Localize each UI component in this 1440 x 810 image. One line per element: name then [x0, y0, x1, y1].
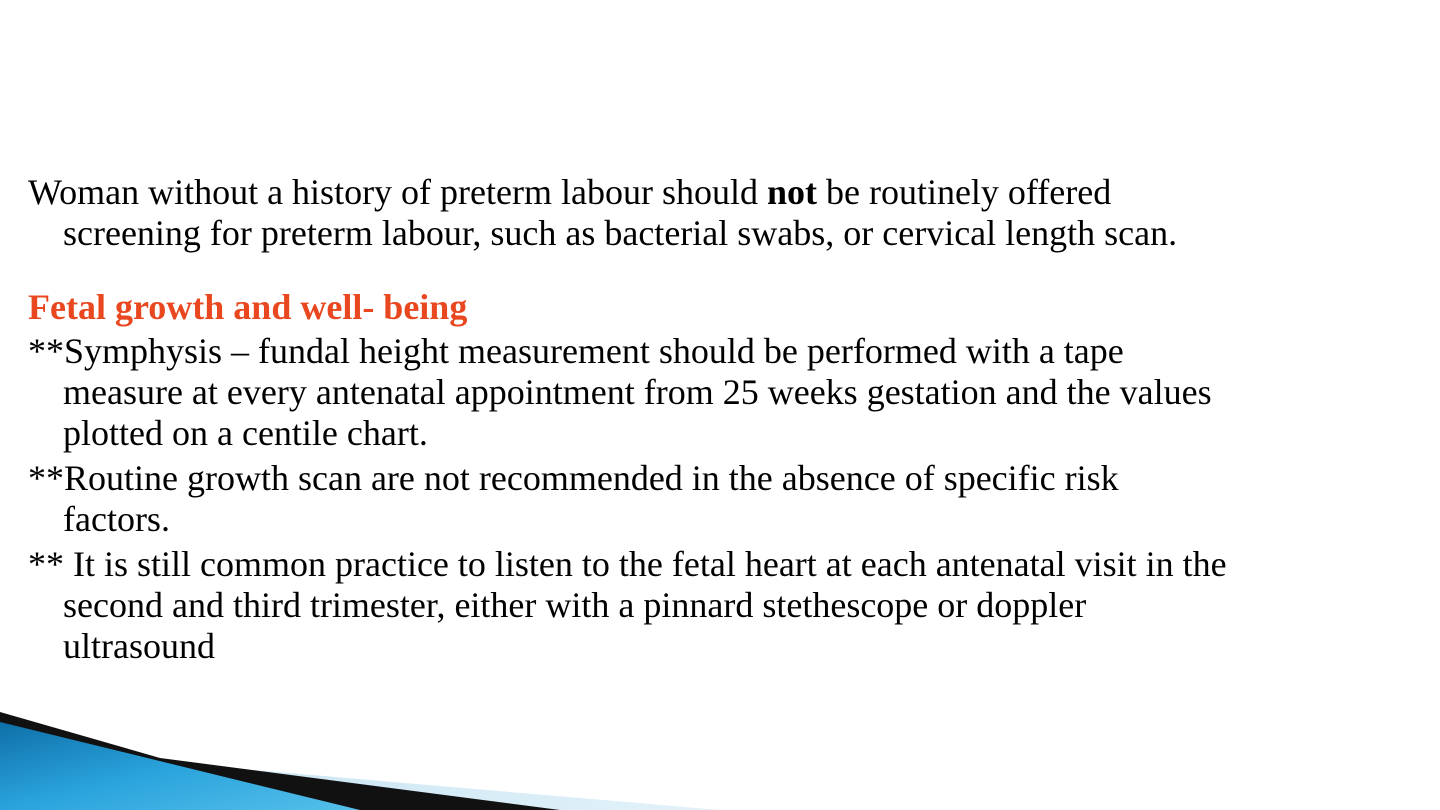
- intro-emphasis: not: [766, 172, 817, 212]
- intro-text-before: Woman without a history of preterm labour should: [28, 172, 767, 212]
- intro-text-after: be routinely offered screening for preterm labour, such as bacterial swabs, or cervical length scan.: [63, 172, 1178, 253]
- point-1: **Symphysis – fundal height measurement should be performed with a tape measure at every antenatal appointment from 25 weeks gestation and the values plotted on a centile chart.: [28, 331, 1212, 453]
- point-2: **Routine growth scan are not recommended in the absence of specific risk factors.: [28, 458, 1119, 539]
- intro-paragraph: [28, 172, 1228, 254]
- section-heading: Fetal growth and well- being: [28, 287, 468, 327]
- slide-content: [28, 172, 1228, 667]
- corner-decoration: [0, 710, 720, 810]
- point-3: ** It is still common practice to listen to the fetal heart at each antenatal visit in the second and third trimester, either with a pinnard stethescope or doppler ultrasound: [28, 544, 1227, 666]
